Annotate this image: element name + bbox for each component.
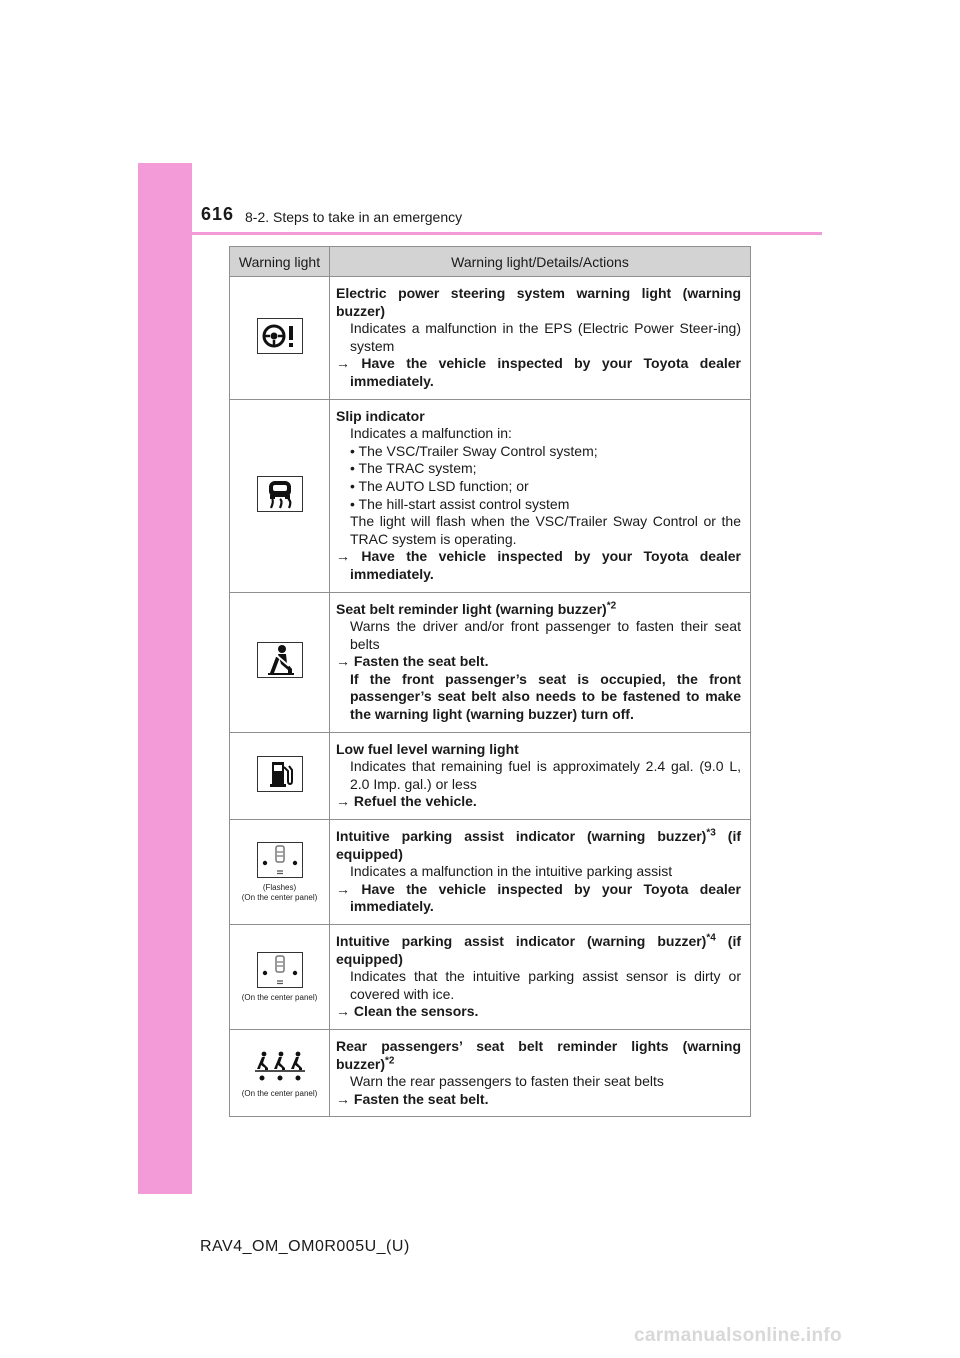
table-header-row: [230, 247, 751, 277]
details-cell: [330, 1029, 751, 1116]
table-row: [230, 732, 751, 819]
warning-light-table: [229, 246, 751, 1117]
icon-caption: (On the center panel): [241, 893, 318, 903]
light-action: → Clean the sensors.: [336, 1003, 479, 1020]
list-item: • The hill-start assist control system: [350, 495, 570, 512]
icon-cell: [230, 1029, 330, 1116]
light-description: Indicates a malfunction in the intuitive parking assist: [350, 863, 673, 880]
header-rule: [138, 232, 822, 235]
light-name: Slip indicator: [336, 407, 425, 424]
icon-caption: (Flashes): [262, 883, 297, 893]
light-name: Low fuel level warning light: [336, 740, 519, 757]
light-description: Indicates a malfunction in the EPS (Electric Power Steer-ing) system: [350, 320, 741, 354]
light-name: Intuitive parking assist indicator (warning buzzer)$^{*3}$ (if equipped): [336, 827, 742, 862]
light-action: → Have the vehicle inspected by your Toyota dealer immediately.: [336, 880, 741, 915]
watermark: carmanualsonline.info: [634, 1325, 842, 1346]
details-cell: [330, 399, 751, 592]
light-description: Warns the driver and/or front passenger to fasten their seat belts: [350, 618, 741, 652]
table-row: [230, 592, 751, 732]
light-description: Warn the rear passengers to fasten their seat belts: [350, 1073, 664, 1090]
details-cell: [330, 592, 751, 732]
column-header-warning-light: Warning light: [230, 247, 330, 277]
light-note: If the front passenger’s seat is occupied, the front passenger’s seat belt also needs to be fastened to make the warning light (warning buzzer) turn off.: [350, 670, 741, 723]
light-description-flash: The light will flash when the VSC/Trailer Sway Control or the TRAC system is operating.: [350, 513, 741, 547]
light-action: → Have the vehicle inspected by your Toyota dealer immediately.: [336, 548, 741, 582]
icon-cell: [230, 399, 330, 592]
light-action: → Fasten the seat belt.: [336, 653, 489, 670]
icon-cell: [230, 732, 330, 819]
column-header-details: Warning light/Details/Actions: [330, 247, 751, 277]
icon-caption: (On the center panel): [241, 1088, 318, 1098]
details-cell: [330, 925, 751, 1030]
details-cell: [330, 277, 751, 400]
light-description: Indicates that the intuitive parking assist sensor is dirty or covered with ice.: [350, 968, 741, 1002]
light-description: Indicates that remaining fuel is approximately 2.4 gal. (9.0 L, 2.0 Imp. gal.) or less: [350, 758, 741, 792]
rear-seat-belt-icon: [253, 1049, 307, 1083]
light-action: → Fasten the seat belt.: [336, 1090, 489, 1107]
parking-assist-icon: [257, 952, 303, 988]
seat-belt-icon: [257, 642, 303, 678]
table-row: [230, 925, 751, 1030]
icon-caption: (On the center panel): [241, 992, 318, 1002]
eps-warning-icon: [257, 318, 303, 354]
list-item: • The TRAC system;: [350, 460, 477, 477]
icon-cell: [230, 820, 330, 925]
light-name: Electric power steering system warning light (warning buzzer): [336, 285, 741, 319]
table-row: [230, 820, 751, 925]
slip-indicator-icon: [257, 476, 303, 512]
parking-assist-icon: [257, 842, 303, 878]
light-name: Intuitive parking assist indicator (warning buzzer)$^{*4}$ (if equipped): [336, 932, 742, 967]
document-code: RAV4_OM_OM0R005U_(U): [200, 1238, 410, 1255]
section-title: 8-2. Steps to take in an emergency: [245, 209, 463, 225]
table-row: [230, 277, 751, 400]
light-description: Indicates a malfunction in:: [350, 425, 512, 442]
icon-cell: [230, 925, 330, 1030]
details-cell: [330, 820, 751, 925]
fuel-pump-icon: [257, 756, 303, 792]
light-name: Rear passengers’ seat belt reminder lights (warning buzzer)$^{*2}$: [336, 1037, 741, 1072]
light-action: → Have the vehicle inspected by your Toyota dealer immediately.: [336, 355, 741, 389]
list-item: • The AUTO LSD function; or: [350, 477, 529, 494]
light-action: → Refuel the vehicle.: [336, 793, 477, 810]
icon-cell: [230, 592, 330, 732]
table-row: [230, 399, 751, 592]
light-name: Seat belt reminder light (warning buzzer)$^{*2}$: [336, 599, 617, 617]
table-row: [230, 1029, 751, 1116]
page-number: 616: [201, 204, 235, 224]
list-item: • The VSC/Trailer Sway Control system;: [350, 442, 598, 459]
side-tab-bar: [138, 163, 192, 1194]
details-cell: [330, 732, 751, 819]
icon-cell: [230, 277, 330, 400]
